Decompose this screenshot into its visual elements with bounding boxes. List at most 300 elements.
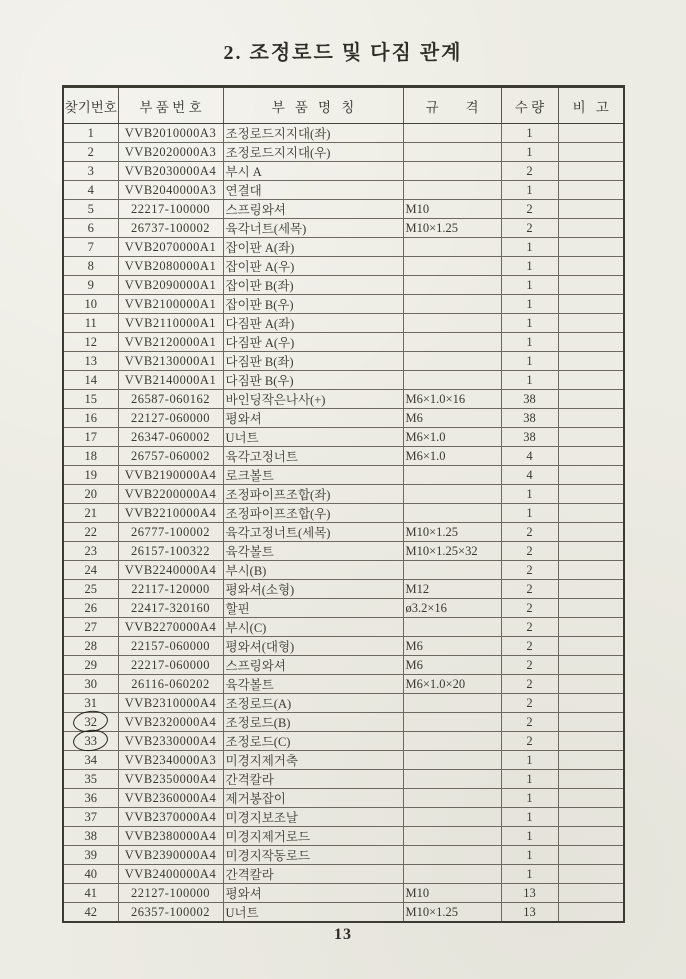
find-number-cell	[63, 276, 118, 295]
spec-cell: M10×1.25	[403, 903, 501, 923]
quantity-cell: 13	[501, 903, 558, 923]
part-number-cell: 22417-320160	[118, 599, 223, 618]
spec-cell	[403, 846, 501, 865]
part-name-cell: U너트	[223, 428, 403, 447]
part-number-cell: VVB2110000A1	[118, 314, 223, 333]
quantity-cell: 1	[501, 143, 558, 162]
remark-cell	[558, 656, 624, 675]
part-number-cell: VVB2340000A3	[118, 751, 223, 770]
find-number-cell	[63, 675, 118, 694]
table-row	[63, 466, 624, 485]
spec-cell	[403, 124, 501, 143]
find-number-cell	[63, 314, 118, 333]
table-row	[63, 865, 624, 884]
find-number: 5	[87, 201, 94, 216]
part-number-cell: VVB2380000A4	[118, 827, 223, 846]
table-row	[63, 694, 624, 713]
remark-cell	[558, 276, 624, 295]
hand-drawn-circle-number: 33	[84, 733, 97, 748]
part-name-cell: 육각너트(세목)	[223, 219, 403, 238]
spec-cell	[403, 865, 501, 884]
find-number: 36	[84, 790, 97, 805]
find-number: 31	[84, 695, 97, 710]
table-row	[63, 884, 624, 903]
find-number-cell	[63, 200, 118, 219]
part-name-cell: 미경지보조날	[223, 808, 403, 827]
find-number-cell	[63, 599, 118, 618]
find-number: 7	[87, 239, 94, 254]
quantity-cell: 1	[501, 827, 558, 846]
part-name-cell: 평와셔(대형)	[223, 637, 403, 656]
part-name-cell: 제거봉잡이	[223, 789, 403, 808]
find-number-cell	[63, 542, 118, 561]
quantity-cell: 1	[501, 124, 558, 143]
table-row	[63, 656, 624, 675]
part-number-cell: 22117-120000	[118, 580, 223, 599]
table-row	[63, 580, 624, 599]
remark-cell	[558, 542, 624, 561]
find-number: 22	[84, 524, 97, 539]
spec-cell	[403, 770, 501, 789]
part-name-cell: 연결대	[223, 181, 403, 200]
find-number-cell	[63, 219, 118, 238]
find-number: 17	[84, 429, 97, 444]
find-number-cell	[63, 884, 118, 903]
spec-cell	[403, 181, 501, 200]
remark-cell	[558, 846, 624, 865]
find-number: 42	[84, 904, 97, 919]
quantity-cell: 38	[501, 428, 558, 447]
part-number-cell: 26737-100002	[118, 219, 223, 238]
remark-cell	[558, 770, 624, 789]
spec-cell	[403, 732, 501, 751]
find-number-cell	[63, 162, 118, 181]
quantity-cell: 2	[501, 162, 558, 181]
remark-cell	[558, 257, 624, 276]
quantity-cell: 1	[501, 238, 558, 257]
part-number-cell: VVB2070000A1	[118, 238, 223, 257]
find-number-cell	[63, 770, 118, 789]
part-name-cell: 잡이판 B(좌)	[223, 276, 403, 295]
find-number-cell	[63, 637, 118, 656]
remark-cell	[558, 371, 624, 390]
find-number: 27	[84, 619, 97, 634]
remark-cell	[558, 295, 624, 314]
quantity-cell: 1	[501, 257, 558, 276]
find-number: 26	[84, 600, 97, 615]
find-number-cell	[63, 485, 118, 504]
parts-table-header	[63, 87, 624, 124]
quantity-cell: 2	[501, 618, 558, 637]
part-name-cell: 다짐판 B(좌)	[223, 352, 403, 371]
part-number-cell: VVB2370000A4	[118, 808, 223, 827]
part-number-cell: VVB2390000A4	[118, 846, 223, 865]
find-number: 11	[84, 315, 97, 330]
spec-cell	[403, 789, 501, 808]
find-number: 24	[84, 562, 97, 577]
part-number-cell: VVB2310000A4	[118, 694, 223, 713]
spec-cell	[403, 827, 501, 846]
spec-cell	[403, 694, 501, 713]
table-row	[63, 485, 624, 504]
remark-cell	[558, 903, 624, 923]
part-name-cell: 평와셔(소형)	[223, 580, 403, 599]
remark-cell	[558, 352, 624, 371]
spec-cell: M6×1.0×20	[403, 675, 501, 694]
find-number-cell	[63, 523, 118, 542]
find-number-cell	[63, 390, 118, 409]
remark-cell	[558, 561, 624, 580]
part-name-cell: 잡이판 A(좌)	[223, 238, 403, 257]
quantity-cell: 1	[501, 865, 558, 884]
find-number: 23	[84, 543, 97, 558]
spec-cell: M10×1.25	[403, 219, 501, 238]
spec-cell	[403, 751, 501, 770]
spec-cell: M6	[403, 656, 501, 675]
find-number-cell	[63, 789, 118, 808]
part-number-cell: VVB2270000A4	[118, 618, 223, 637]
part-name-cell: 다짐판 B(우)	[223, 371, 403, 390]
remark-cell	[558, 751, 624, 770]
find-number-cell	[63, 808, 118, 827]
spec-cell: M6	[403, 409, 501, 428]
table-row	[63, 219, 624, 238]
table-row	[63, 333, 624, 352]
quantity-cell: 38	[501, 409, 558, 428]
table-row	[63, 542, 624, 561]
spec-cell	[403, 561, 501, 580]
part-number-cell: 22217-100000	[118, 200, 223, 219]
quantity-cell: 1	[501, 846, 558, 865]
part-name-cell: 조정파이프조합(우)	[223, 504, 403, 523]
find-number-cell	[63, 143, 118, 162]
table-row	[63, 675, 624, 694]
part-number-cell: VVB2240000A4	[118, 561, 223, 580]
quantity-cell: 1	[501, 333, 558, 352]
remark-cell	[558, 238, 624, 257]
spec-cell	[403, 352, 501, 371]
table-row	[63, 352, 624, 371]
part-name-cell: 바인딩작은나사(+)	[223, 390, 403, 409]
table-row	[63, 447, 624, 466]
quantity-cell: 1	[501, 276, 558, 295]
part-number-cell: VVB2330000A4	[118, 732, 223, 751]
part-number-cell: 22127-060000	[118, 409, 223, 428]
find-number-cell	[63, 466, 118, 485]
find-number-cell	[63, 238, 118, 257]
part-name-cell: U너트	[223, 903, 403, 923]
find-number: 12	[84, 334, 97, 349]
find-number: 6	[87, 220, 94, 235]
find-number-cell	[63, 903, 118, 923]
part-name-cell: 미경지제거축	[223, 751, 403, 770]
part-number-cell: VVB2040000A3	[118, 181, 223, 200]
table-row	[63, 371, 624, 390]
part-number-cell: VVB2080000A1	[118, 257, 223, 276]
find-number: 2	[87, 144, 94, 159]
quantity-cell: 1	[501, 181, 558, 200]
find-number: 41	[84, 885, 97, 900]
find-number: 3	[87, 163, 94, 178]
part-name-cell: 다짐판 A(우)	[223, 333, 403, 352]
find-number-cell	[63, 409, 118, 428]
spec-cell	[403, 143, 501, 162]
quantity-cell: 1	[501, 751, 558, 770]
remark-cell	[558, 181, 624, 200]
part-number-cell: VVB2090000A1	[118, 276, 223, 295]
spec-cell	[403, 808, 501, 827]
remark-cell	[558, 789, 624, 808]
remark-cell	[558, 200, 624, 219]
table-row	[63, 143, 624, 162]
table-row	[63, 276, 624, 295]
part-name-cell: 육각볼트	[223, 542, 403, 561]
remark-cell	[558, 637, 624, 656]
table-row	[63, 789, 624, 808]
spec-cell	[403, 713, 501, 732]
find-number-cell	[63, 846, 118, 865]
remark-cell	[558, 219, 624, 238]
part-number-cell: VVB2190000A4	[118, 466, 223, 485]
part-name-cell: 육각볼트	[223, 675, 403, 694]
table-row	[63, 257, 624, 276]
column-header-find-number: 찾기번호	[63, 87, 118, 124]
quantity-cell: 2	[501, 200, 558, 219]
find-number: 4	[87, 182, 94, 197]
part-name-cell: 조정로드지지대(우)	[223, 143, 403, 162]
remark-cell	[558, 504, 624, 523]
table-row	[63, 523, 624, 542]
remark-cell	[558, 732, 624, 751]
find-number: 16	[84, 410, 97, 425]
spec-cell: M6	[403, 637, 501, 656]
quantity-cell: 4	[501, 466, 558, 485]
part-number-cell: 26587-060162	[118, 390, 223, 409]
spec-cell	[403, 333, 501, 352]
find-number-cell	[63, 447, 118, 466]
remark-cell	[558, 143, 624, 162]
part-number-cell: 26116-060202	[118, 675, 223, 694]
find-number: 20	[84, 486, 97, 501]
part-name-cell: 다짐판 A(좌)	[223, 314, 403, 333]
find-number-cell	[63, 827, 118, 846]
table-row	[63, 124, 624, 143]
column-header-quantity: 수 량	[501, 87, 558, 124]
find-number: 19	[84, 467, 97, 482]
page-title: 2. 조정로드 및 다짐 관계	[223, 42, 463, 64]
spec-cell: M6×1.0	[403, 428, 501, 447]
quantity-cell: 2	[501, 523, 558, 542]
part-number-cell: VVB2400000A4	[118, 865, 223, 884]
find-number-cell	[63, 352, 118, 371]
quantity-cell: 4	[501, 447, 558, 466]
quantity-cell: 2	[501, 694, 558, 713]
find-number: 1	[87, 125, 94, 140]
remark-cell	[558, 580, 624, 599]
table-row	[63, 751, 624, 770]
table-row	[63, 618, 624, 637]
table-row	[63, 903, 624, 923]
spec-cell	[403, 504, 501, 523]
find-number: 29	[84, 657, 97, 672]
spec-cell	[403, 295, 501, 314]
find-number-cell	[63, 732, 118, 751]
find-number: 10	[84, 296, 97, 311]
find-number: 34	[84, 752, 97, 767]
remark-cell	[558, 390, 624, 409]
quantity-cell: 2	[501, 675, 558, 694]
find-number: 14	[84, 372, 97, 387]
find-number: 15	[84, 391, 97, 406]
spec-cell: M10×1.25×32	[403, 542, 501, 561]
remark-cell	[558, 865, 624, 884]
hand-drawn-circle-number: 32	[84, 714, 97, 729]
find-number: 8	[87, 258, 94, 273]
part-name-cell: 육각고정너트	[223, 447, 403, 466]
part-number-cell: 26757-060002	[118, 447, 223, 466]
quantity-cell: 2	[501, 637, 558, 656]
part-name-cell: 미경지작동로드	[223, 846, 403, 865]
column-header-spec: 규 격	[403, 87, 501, 124]
spec-cell: M6×1.0	[403, 447, 501, 466]
spec-cell	[403, 314, 501, 333]
part-name-cell: 스프링와셔	[223, 656, 403, 675]
part-name-cell: 미경지제거로드	[223, 827, 403, 846]
part-name-cell: 로크볼트	[223, 466, 403, 485]
part-name-cell: 평와셔	[223, 884, 403, 903]
quantity-cell: 2	[501, 580, 558, 599]
table-row	[63, 314, 624, 333]
part-number-cell: 22217-060000	[118, 656, 223, 675]
find-number: 35	[84, 771, 97, 786]
find-number: 37	[84, 809, 97, 824]
part-number-cell: VVB2210000A4	[118, 504, 223, 523]
part-name-cell: 부시(C)	[223, 618, 403, 637]
find-number-cell	[63, 124, 118, 143]
find-number-cell	[63, 656, 118, 675]
find-number-cell	[63, 257, 118, 276]
remark-cell	[558, 124, 624, 143]
find-number: 28	[84, 638, 97, 653]
column-header-remark: 비 고	[558, 87, 624, 124]
table-row	[63, 732, 624, 751]
remark-cell	[558, 523, 624, 542]
table-row	[63, 827, 624, 846]
remark-cell	[558, 713, 624, 732]
spec-cell	[403, 276, 501, 295]
table-row	[63, 504, 624, 523]
table-row	[63, 599, 624, 618]
spec-cell: M10	[403, 200, 501, 219]
spec-cell: M10×1.25	[403, 523, 501, 542]
part-number-cell: 26777-100002	[118, 523, 223, 542]
remark-cell	[558, 428, 624, 447]
parts-table	[62, 85, 625, 923]
find-number: 38	[84, 828, 97, 843]
part-number-cell: VVB2130000A1	[118, 352, 223, 371]
part-name-cell: 육각고정너트(세목)	[223, 523, 403, 542]
spec-cell	[403, 466, 501, 485]
find-number-cell	[63, 504, 118, 523]
table-row	[63, 846, 624, 865]
quantity-cell: 2	[501, 599, 558, 618]
part-number-cell: VVB2320000A4	[118, 713, 223, 732]
find-number: 18	[84, 448, 97, 463]
find-number-cell	[63, 428, 118, 447]
table-row	[63, 409, 624, 428]
spec-cell	[403, 162, 501, 181]
remark-cell	[558, 808, 624, 827]
part-number-cell: 26157-100322	[118, 542, 223, 561]
part-name-cell: 잡이판 A(우)	[223, 257, 403, 276]
page-number: 13	[334, 926, 352, 943]
part-number-cell: VVB2350000A4	[118, 770, 223, 789]
part-name-cell: 조정파이프조합(좌)	[223, 485, 403, 504]
find-number: 25	[84, 581, 97, 596]
part-number-cell: VVB2140000A1	[118, 371, 223, 390]
remark-cell	[558, 314, 624, 333]
quantity-cell: 2	[501, 656, 558, 675]
find-number-cell	[63, 694, 118, 713]
quantity-cell: 1	[501, 352, 558, 371]
table-row	[63, 770, 624, 789]
spec-cell	[403, 485, 501, 504]
part-name-cell: 조정로드(C)	[223, 732, 403, 751]
quantity-cell: 1	[501, 789, 558, 808]
part-number-cell: VVB2200000A4	[118, 485, 223, 504]
quantity-cell: 1	[501, 295, 558, 314]
remark-cell	[558, 827, 624, 846]
part-number-cell: 26357-100002	[118, 903, 223, 923]
quantity-cell: 1	[501, 314, 558, 333]
table-row	[63, 808, 624, 827]
quantity-cell: 2	[501, 732, 558, 751]
quantity-cell: 2	[501, 219, 558, 238]
spec-cell: ø3.2×16	[403, 599, 501, 618]
find-number-cell	[63, 181, 118, 200]
header-row	[63, 87, 624, 124]
find-number-cell	[63, 713, 118, 732]
table-row	[63, 162, 624, 181]
part-name-cell: 간격칼라	[223, 865, 403, 884]
find-number-cell	[63, 371, 118, 390]
quantity-cell: 1	[501, 770, 558, 789]
find-number-cell	[63, 561, 118, 580]
table-row	[63, 181, 624, 200]
part-number-cell: VVB2030000A4	[118, 162, 223, 181]
remark-cell	[558, 599, 624, 618]
column-header-part-name: 부 품 명 칭	[223, 87, 403, 124]
part-number-cell: VVB2100000A1	[118, 295, 223, 314]
find-number-cell	[63, 580, 118, 599]
part-name-cell: 잡이판 B(우)	[223, 295, 403, 314]
part-number-cell: 26347-060002	[118, 428, 223, 447]
quantity-cell: 1	[501, 485, 558, 504]
table-row	[63, 295, 624, 314]
part-number-cell: VVB2010000A3	[118, 124, 223, 143]
find-number: 21	[84, 505, 97, 520]
spec-cell: M12	[403, 580, 501, 599]
quantity-cell: 2	[501, 542, 558, 561]
remark-cell	[558, 409, 624, 428]
remark-cell	[558, 447, 624, 466]
part-name-cell: 조정로드(A)	[223, 694, 403, 713]
spec-cell	[403, 238, 501, 257]
part-name-cell: 부시(B)	[223, 561, 403, 580]
table-row	[63, 637, 624, 656]
part-name-cell: 조정로드지지대(좌)	[223, 124, 403, 143]
part-name-cell: 평와셔	[223, 409, 403, 428]
